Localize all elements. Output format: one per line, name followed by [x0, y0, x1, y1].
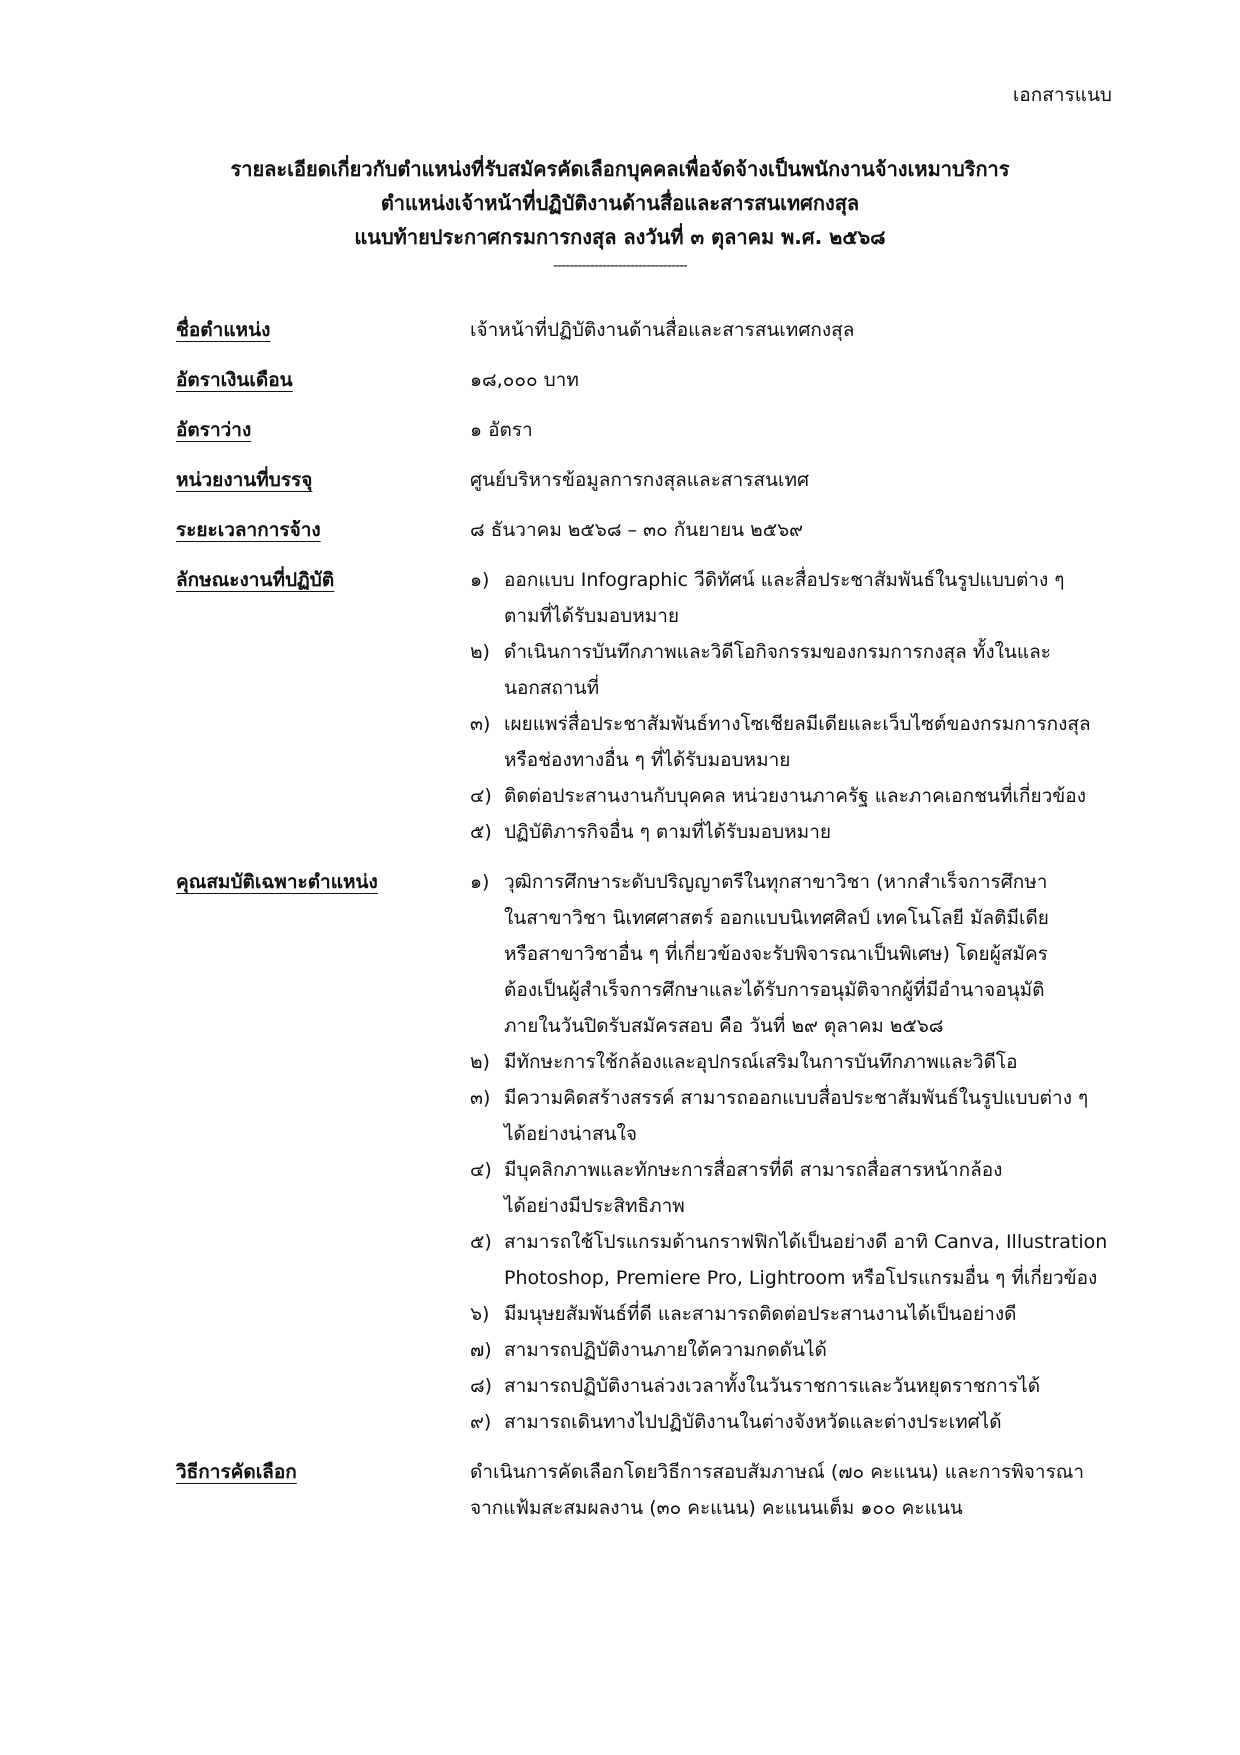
item-number: ๘)	[470, 1375, 493, 1397]
header-title-line-2: ตำแหน่งเจ้าหน้าที่ปฏิบัติงานด้านสื่อและสารสนเทศกงสุล	[380, 191, 860, 215]
item-number: ๔)	[470, 1159, 492, 1181]
selection-line: จากแฟ้มสะสมผลงาน (๓๐ คะแนน) คะแนนเต็ม ๑๐๐ คะแนน	[470, 1497, 963, 1519]
list-item	[470, 778, 1121, 814]
item-line: สามารถใช้โปรแกรมด้านกราฟฟิกได้เป็นอย่างดี อาทิ Canva, Illustration	[504, 1231, 1108, 1253]
list-item	[470, 634, 1121, 706]
list-item	[470, 1224, 1121, 1296]
list-item	[470, 1332, 1121, 1368]
document-header	[0, 152, 1240, 276]
section-label: ลักษณะงานที่ปฏิบัติ	[176, 569, 335, 591]
field-vacancy	[176, 412, 1121, 448]
item-number: ๔)	[470, 785, 492, 807]
header-divider: ---------------------------------	[553, 258, 687, 274]
item-number: ๙)	[470, 1411, 492, 1433]
item-number: ๑)	[470, 569, 490, 591]
item-line: มีทักษะการใช้กล้องและอุปกรณ์เสริมในการบันทึกภาพและวิดีโอ	[504, 1051, 1018, 1073]
selection-text	[470, 1454, 1121, 1526]
field-label: อัตราเงินเดือน	[176, 369, 293, 391]
list-item	[470, 1296, 1121, 1332]
list-item	[470, 1044, 1121, 1080]
item-line: ปฏิบัติภารกิจอื่น ๆ ตามที่ได้รับมอบหมาย	[504, 821, 831, 843]
item-number: ๑)	[470, 871, 490, 893]
item-number: ๕)	[470, 821, 492, 843]
list-item	[470, 1080, 1121, 1152]
field-period	[176, 512, 1121, 548]
item-line: เผยแพร่สื่อประชาสัมพันธ์ทางโซเชียลมีเดียและเว็บไซต์ของกรมการกงสุล	[504, 713, 1091, 735]
item-number: ๓)	[470, 713, 491, 735]
item-line: สามารถปฏิบัติงานล่วงเวลาทั้งในวันราชการและวันหยุดราชการได้	[504, 1375, 1041, 1397]
list-item	[470, 706, 1121, 778]
list-item	[470, 1404, 1121, 1440]
field-value: ๘ ธันวาคม ๒๕๖๘ – ๓๐ กันยายน ๒๕๖๙	[470, 519, 804, 541]
section-duties	[176, 562, 1121, 850]
field-value: ๑ อัตรา	[470, 419, 533, 441]
section-selection	[176, 1454, 1121, 1526]
field-label: ชื่อตำแหน่ง	[176, 319, 271, 341]
item-line: สามารถปฏิบัติงานภายใต้ความกดดันได้	[504, 1339, 827, 1361]
item-line: ได้อย่างน่าสนใจ	[504, 1123, 638, 1145]
field-label: หน่วยงานที่บรรจุ	[176, 469, 313, 491]
item-line: ต้องเป็นผู้สำเร็จการศึกษาและได้รับการอนุมัติจากผู้ที่มีอำนาจอนุมัติ	[504, 979, 1045, 1001]
header-title-line-1: รายละเอียดเกี่ยวกับตำแหน่งที่รับสมัครคัดเลือกบุคคลเพื่อจัดจ้างเป็นพนักงานจ้างเหมาบริการ	[230, 157, 1010, 181]
item-number: ๓)	[470, 1087, 491, 1109]
item-line: มีมนุษยสัมพันธ์ที่ดี และสามารถติดต่อประสานงานได้เป็นอย่างดี	[504, 1303, 1017, 1325]
item-number: ๒)	[470, 1051, 490, 1073]
list-item	[470, 814, 1121, 850]
selection-line: ดำเนินการคัดเลือกโดยวิธีการสอบสัมภาษณ์ (๗๐ คะแนน) และการพิจารณา	[470, 1461, 1085, 1483]
item-number: ๕)	[470, 1231, 492, 1253]
item-line: สามารถเดินทางไปปฏิบัติงานในต่างจังหวัดและต่างประเทศได้	[504, 1411, 1002, 1433]
list-item	[470, 1368, 1121, 1404]
list-item	[470, 864, 1121, 1044]
qualifications-list	[470, 864, 1121, 1440]
item-line: มีความคิดสร้างสรรค์ สามารถออกแบบสื่อประชาสัมพันธ์ในรูปแบบต่าง ๆ	[504, 1087, 1089, 1109]
item-number: ๒)	[470, 641, 490, 663]
item-line: ในสาขาวิชา นิเทศศาสตร์ ออกแบบนิเทศศิลป์ เทคโนโลยี มัลติมีเดีย	[504, 907, 1049, 929]
section-label: คุณสมบัติเฉพาะตำแหน่ง	[176, 871, 378, 893]
item-line: ภายในวันปิดรับสมัครสอบ คือ วันที่ ๒๙ ตุลาคม ๒๕๖๘	[504, 1015, 944, 1037]
item-line: ตามที่ได้รับมอบหมาย	[504, 605, 680, 627]
field-label: อัตราว่าง	[176, 419, 252, 441]
section-qualifications	[176, 864, 1121, 1440]
item-line: ออกแบบ Infographic วีดิทัศน์ และสื่อประชาสัมพันธ์ในรูปแบบต่าง ๆ	[504, 569, 1065, 591]
field-value: ศูนย์บริหารข้อมูลการกงสุลและสารสนเทศ	[470, 469, 810, 491]
field-unit	[176, 462, 1121, 498]
position-details	[176, 312, 1121, 1526]
field-salary	[176, 362, 1121, 398]
attachment-label: เอกสารแนบ	[1012, 84, 1112, 106]
item-line: ดำเนินการบันทึกภาพและวิดีโอกิจกรรมของกรมการกงสุล ทั้งในและ	[504, 641, 1051, 663]
duties-list	[470, 562, 1121, 850]
item-line: มีบุคลิกภาพและทักษะการสื่อสารที่ดี สามารถสื่อสารหน้ากล้อง	[504, 1159, 1003, 1181]
item-number: ๗)	[470, 1339, 492, 1361]
header-title-line-3: แนบท้ายประกาศกรมการกงสุล ลงวันที่ ๓ ตุลาคม พ.ศ. ๒๕๖๘	[354, 225, 886, 249]
list-item	[470, 562, 1121, 634]
item-line: Photoshop, Premiere Pro, Lightroom หรือโปรแกรมอื่น ๆ ที่เกี่ยวข้อง	[504, 1267, 1098, 1289]
item-line: หรือช่องทางอื่น ๆ ที่ได้รับมอบหมาย	[504, 749, 791, 771]
section-label: วิธีการคัดเลือก	[176, 1461, 297, 1483]
list-item	[470, 1152, 1121, 1224]
item-number: ๖)	[470, 1303, 490, 1325]
item-line: วุฒิการศึกษาระดับปริญญาตรีในทุกสาขาวิชา (หากสำเร็จการศึกษา	[504, 871, 1048, 893]
field-label: ระยะเวลาการจ้าง	[176, 519, 321, 541]
item-line: ได้อย่างมีประสิทธิภาพ	[504, 1195, 685, 1217]
item-line: นอกสถานที่	[504, 677, 600, 699]
item-line: ติดต่อประสานงานกับบุคคล หน่วยงานภาครัฐ และภาคเอกชนที่เกี่ยวข้อง	[504, 785, 1086, 807]
field-value: ๑๘,๐๐๐ บาท	[470, 369, 579, 391]
field-position-name	[176, 312, 1121, 348]
field-value: เจ้าหน้าที่ปฏิบัติงานด้านสื่อและสารสนเทศกงสุล	[470, 319, 855, 341]
item-line: หรือสาขาวิชาอื่น ๆ ที่เกี่ยวข้องจะรับพิจารณาเป็นพิเศษ) โดยผู้สมัคร	[504, 943, 1048, 965]
